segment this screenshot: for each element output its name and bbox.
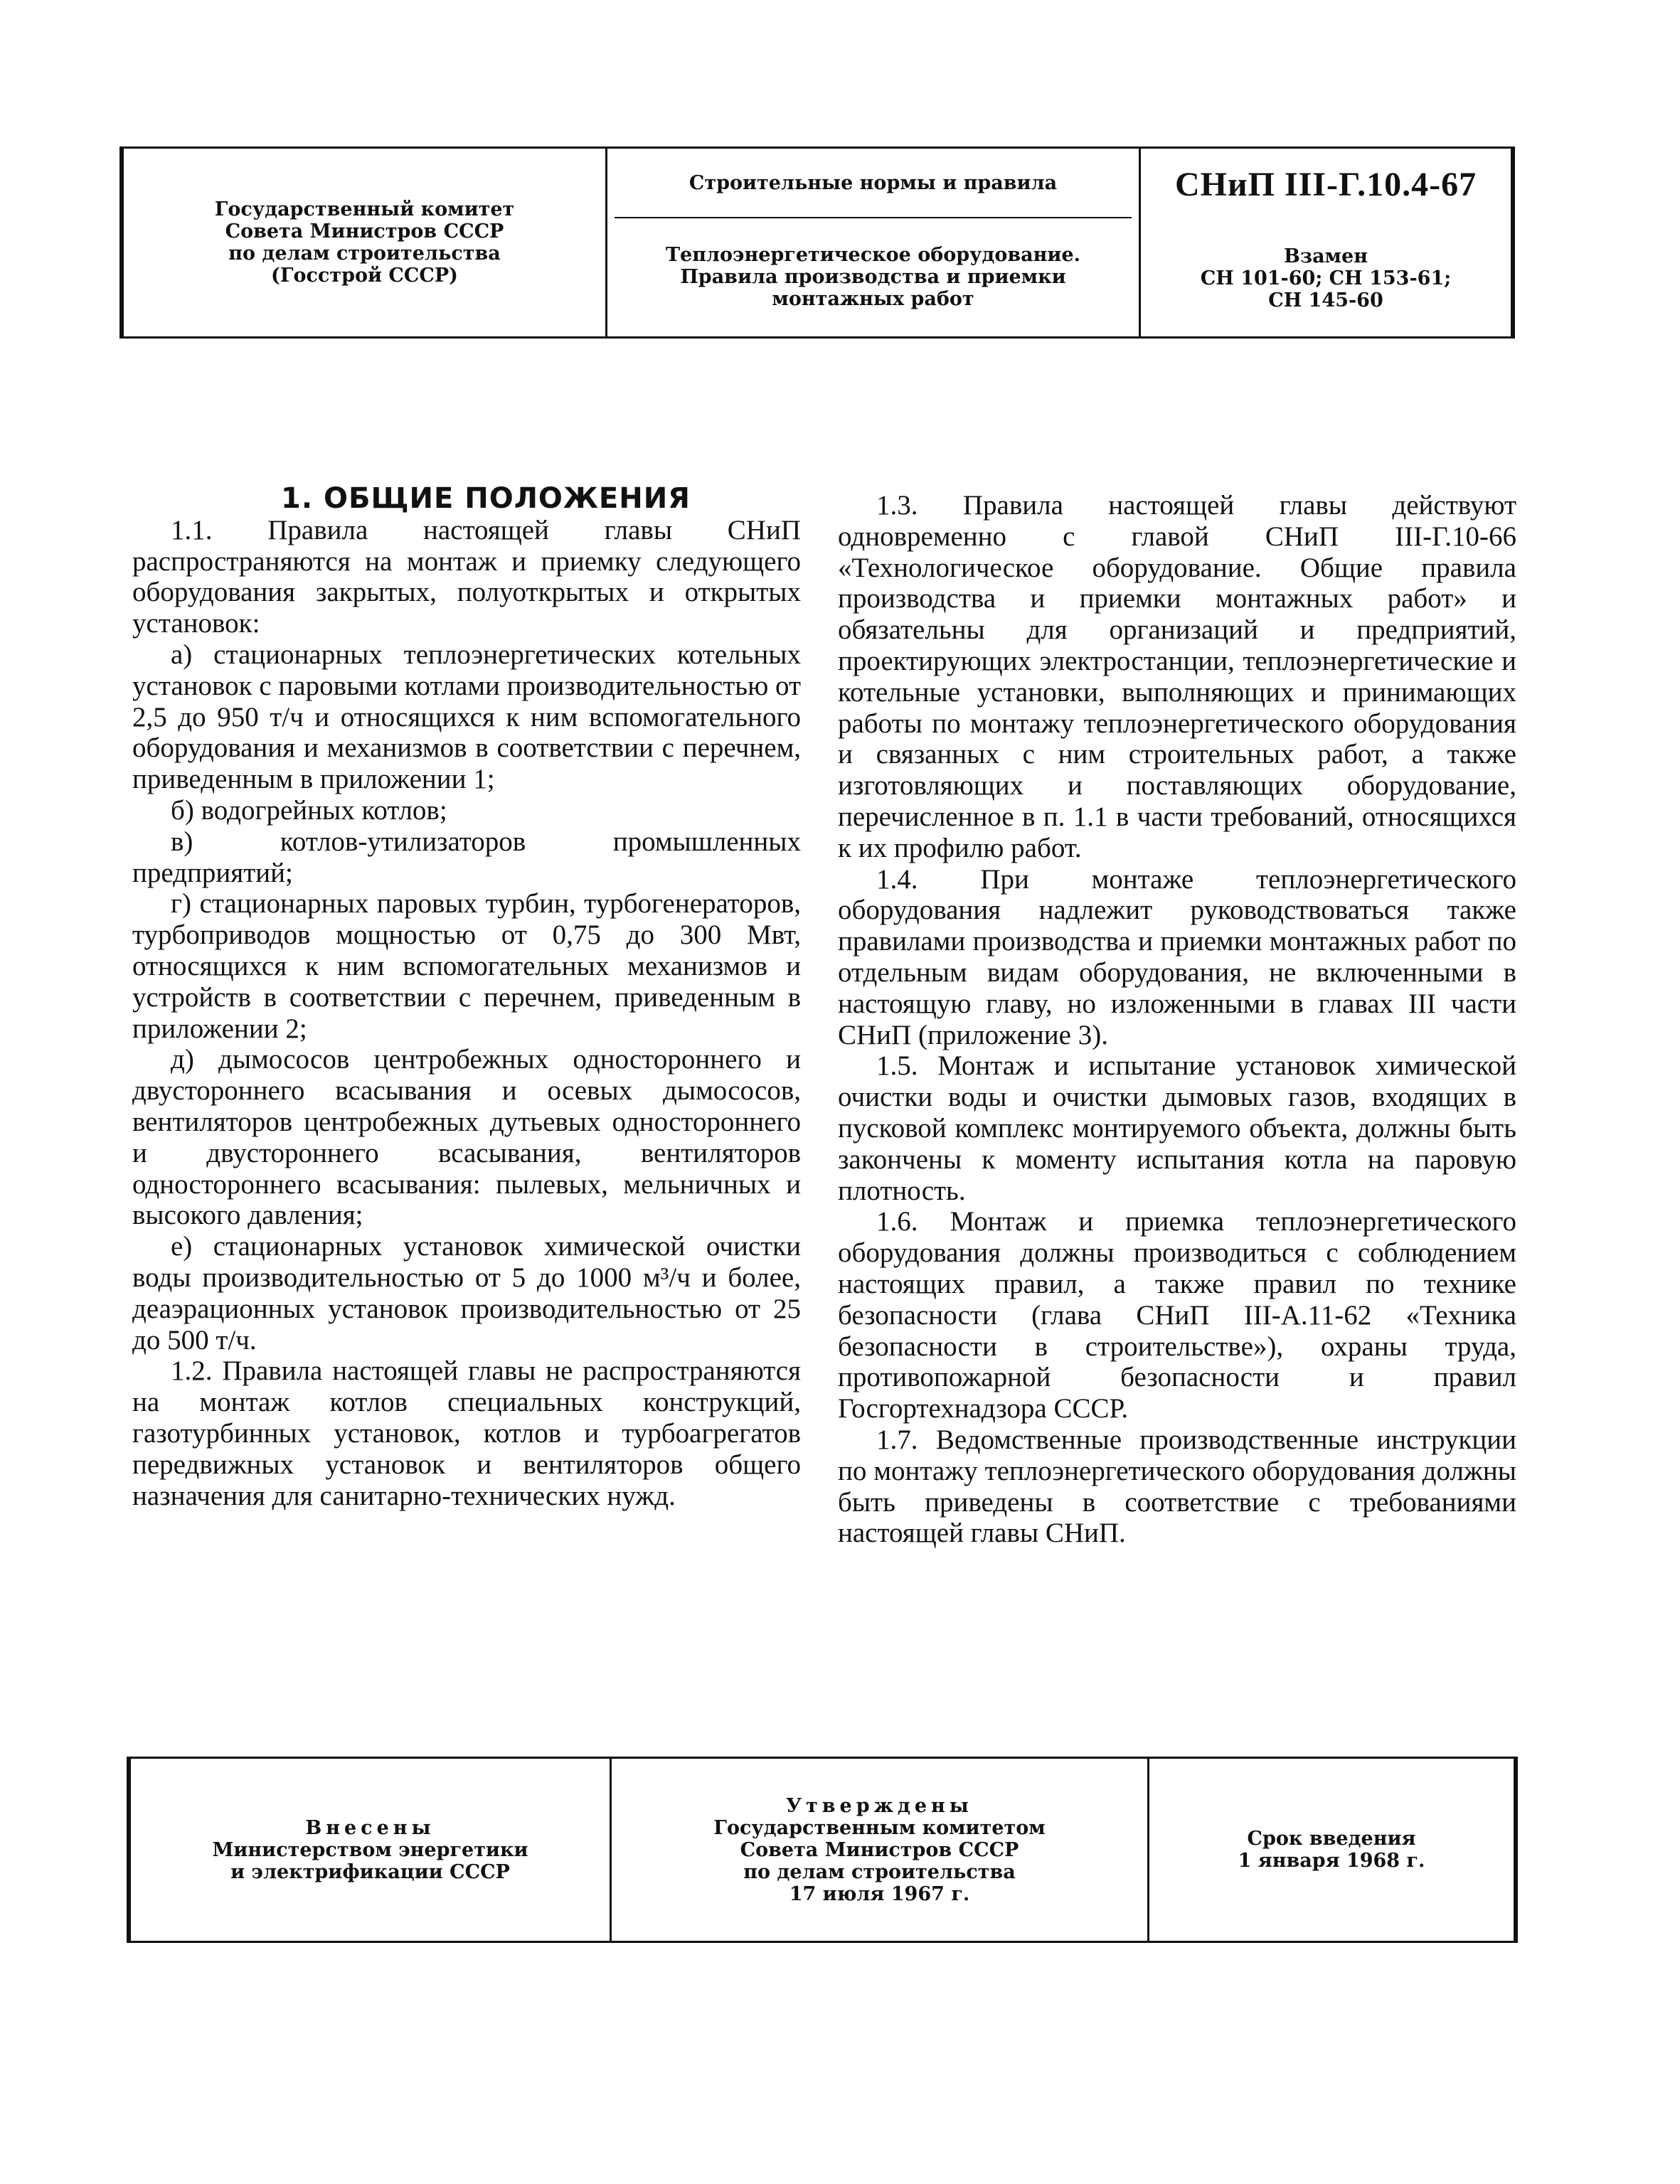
header-table bbox=[119, 147, 1515, 339]
header-committee-cell bbox=[124, 149, 607, 336]
header-title-cell bbox=[607, 149, 1141, 336]
left-column bbox=[132, 484, 801, 1511]
approved-label: Утверждены bbox=[786, 1794, 973, 1817]
paragraph: 1.1. Правила настоящей главы СНиП распространяются на монтаж и приемку следующего оборудования закрытых, полуоткрытых и открытых установок: bbox=[132, 514, 801, 639]
list-item: е) стационарных установок химической очистки воды производительностью от 5 до 1000 м³/ч и более, деаэрационных установок производительностью от 25 до 500 т/ч. bbox=[132, 1231, 801, 1355]
paragraph: 1.7. Ведомственные производственные инструкции по монтажу теплоэнергетического оборудования должны быть приведены в соответствие с требованиями настоящей главы СНиП. bbox=[838, 1424, 1516, 1549]
list-item: г) стационарных паровых турбин, турбогенераторов, турбоприводов мощностью от 0,75 до 300 Мвт, относящихся к ним вспомогательных механизмов и устройств в соответствии с перечнем, приведенным в приложении 2; bbox=[132, 888, 801, 1044]
introduced-label: Внесены bbox=[305, 1816, 435, 1839]
introduced-by: Министерством энергетики и электрификации СССР bbox=[212, 1838, 528, 1883]
section-title: 1. ОБЩИЕ ПОЛОЖЕНИЯ bbox=[281, 482, 691, 515]
document-title: Теплоэнергетическое оборудование. Правила производства и приемки монтажных работ bbox=[665, 243, 1081, 310]
paragraph: 1.6. Монтаж и приемка теплоэнергетического оборудования должны производиться с соблюдением настоящих правил, а также правил по технике безопасности (глава СНиП III-А.11-62 «Техника безопасности в строительстве»), охраны труда, противопожарной безопасности и правил Госгортехнадзора СССР. bbox=[838, 1206, 1516, 1424]
document-code: СНиП III-Г.10.4-67 bbox=[1174, 165, 1477, 203]
effective-cell bbox=[1149, 1759, 1514, 1941]
introduced-cell bbox=[131, 1759, 612, 1941]
list-item: б) водогрейных котлов; bbox=[171, 794, 447, 826]
right-column bbox=[838, 490, 1516, 1549]
header-code-cell bbox=[1141, 149, 1511, 336]
title-cell bbox=[607, 217, 1139, 336]
paragraph: 1.4. При монтаже теплоэнергетического оборудования надлежит руководствоваться также правилами производства и приемки монтажных работ по отдельным видам оборудования, не включенными в настоящую главу, но изложенными в главах III части СНиП (приложение 3). bbox=[838, 863, 1516, 1050]
list-item: а) стационарных теплоэнергетических котельных установок с паровыми котлами производительностью от 2,5 до 950 т/ч и относящихся к ним вспомогательного оборудования и механизмов в соответствии с перечнем, приведенным в приложении 1; bbox=[132, 639, 801, 795]
list-item: д) дымососов центробежных одностороннего и двустороннего всасывания и осевых дымососов, вентиляторов центробежных дутьевых одностороннего и двустороннего всасывания, вентиляторов одностороннего всасывания: пылевых, мельничных и высокого давления; bbox=[132, 1044, 801, 1231]
code-cell bbox=[1141, 149, 1511, 220]
approved-by: Государственным комитетом Совета Министров СССР по делам строительства 17 июля 1967 г. bbox=[713, 1816, 1046, 1905]
committee-name: Государственный комитет Совета Министров СССР по делам строительства (Госстрой СССР) bbox=[214, 198, 515, 287]
effective-date: Срок введения 1 января 1968 г. bbox=[1238, 1828, 1425, 1872]
paragraph: 1.5. Монтаж и испытание установок химической очистки воды и очистки дымовых газов, входящих в пусковой комплекс монтируемого объекта, должны быть закончены к моменту испытания котла на паровую плотность. bbox=[838, 1050, 1516, 1206]
paragraph: 1.3. Правила настоящей главы действуют одновременно с главой СНиП III-Г.10-66 «Технологическое оборудование. Общие правила производства и приемки монтажных работ» и обязательны для организаций и предприятий, проектирующих электростанции, теплоэнергетические и котельные установки, выполняющих и принимающих работы по монтажу теплоэнергетического оборудования и связанных с ним строительных работ, а также изготовляющих и поставляющих оборудование, перечисленное в п. 1.1 в части требований, относящихся к их профилю работ. bbox=[838, 490, 1516, 863]
replaces-cell bbox=[1141, 220, 1511, 336]
series-cell bbox=[615, 149, 1132, 218]
footer-table bbox=[127, 1757, 1518, 1943]
paragraph: 1.2. Правила настоящей главы не распространяются на монтаж котлов специальных конструкций, газотурбинных установок, котлов и турбоагрегатов передвижных установок и вентиляторов общего назначения для санитарно-технических нужд. bbox=[132, 1355, 801, 1511]
replaces-text: Взамен СН 101-60; СН 153-61; СН 145-60 bbox=[1200, 245, 1452, 311]
list-item: в) котлов-утилизаторов промышленных предприятий; bbox=[132, 826, 801, 888]
approved-cell bbox=[612, 1759, 1149, 1941]
series-label: Строительные нормы и правила bbox=[689, 171, 1058, 194]
